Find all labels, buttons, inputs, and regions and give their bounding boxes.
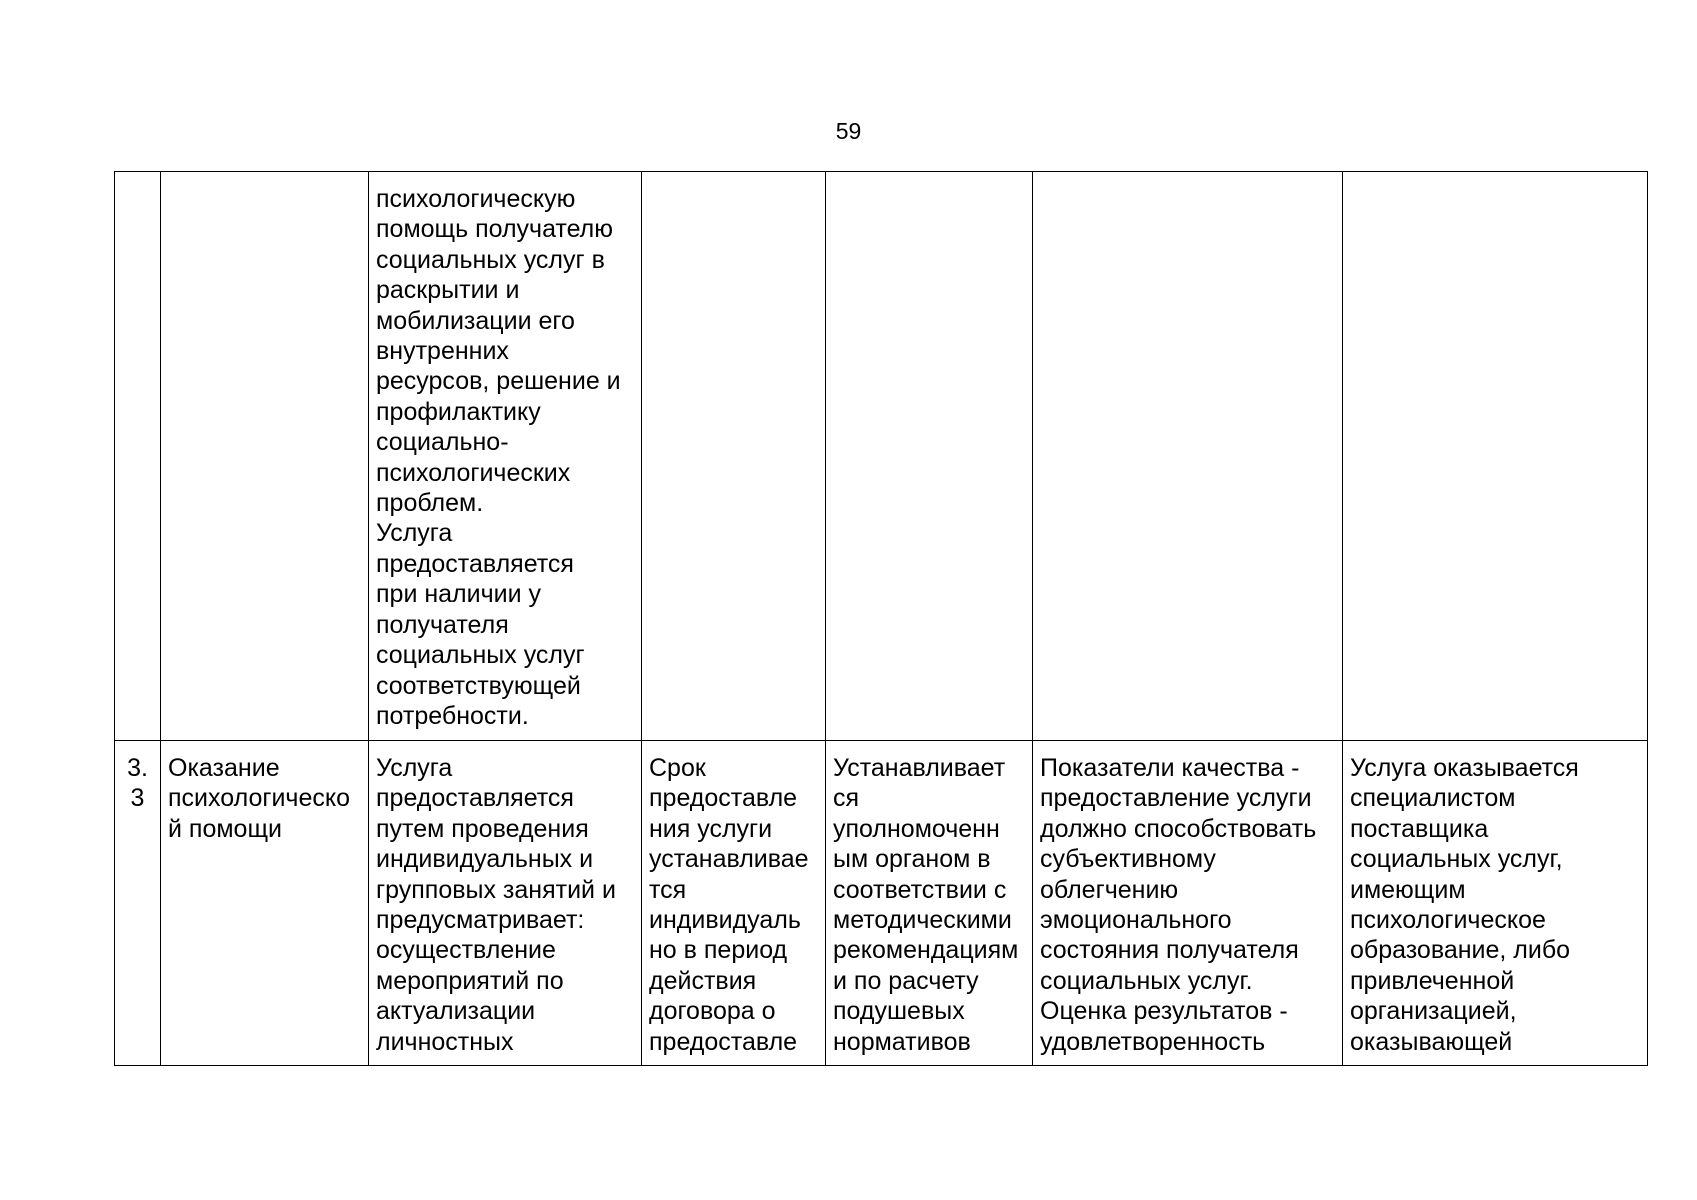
- page-number: 59: [835, 118, 862, 144]
- cell-number: 3. 3: [115, 741, 161, 1066]
- cell-service-norm: [826, 172, 1033, 741]
- cell-quality-indicators: [1033, 172, 1343, 741]
- cell-number: [115, 172, 161, 741]
- cell-service-norm: Устанавливает ся уполномоченн ым органом в соответствии с методическими рекомендациям и по расчету подушевых нормативов: [826, 741, 1033, 1066]
- cell-service-name: Оказание психологическо й помощи: [161, 741, 369, 1066]
- cell-quality-indicators: Показатели качества - предоставление услуги должно способствовать субъективному облегчению эмоционального состояния получателя социальных услуг. Оценка результатов - удовлетворенность: [1033, 741, 1343, 1066]
- table-row-continuation: [115, 172, 1648, 741]
- cell-service-term: [642, 172, 826, 741]
- cell-service-conditions: Услуга оказывается специалистом поставщика социальных услуг, имеющим психологическое образование, либо привлеченной организацией, оказывающей: [1343, 741, 1648, 1066]
- table-row-3-3: [115, 741, 1648, 1066]
- cell-service-description: Услуга предоставляется путем проведения индивидуальных и групповых занятий и предусматривает: осуществление мероприятий по актуализации личностных: [369, 741, 642, 1066]
- services-table: [114, 171, 1648, 1066]
- cell-service-conditions: [1343, 172, 1648, 741]
- cell-service-term: Срок предоставле ния услуги устанавливае тся индивидуаль но в период действия договора о предоставле: [642, 741, 826, 1066]
- cell-service-description: психологическую помощь получателю социальных услуг в раскрытии и мобилизации его внутренних ресурсов, решение и профилактику социально- психологических проблем. Услуга предоставляется при наличии у получателя социальных услуг соответствующей потребности.: [369, 172, 642, 741]
- cell-service-name: [161, 172, 369, 741]
